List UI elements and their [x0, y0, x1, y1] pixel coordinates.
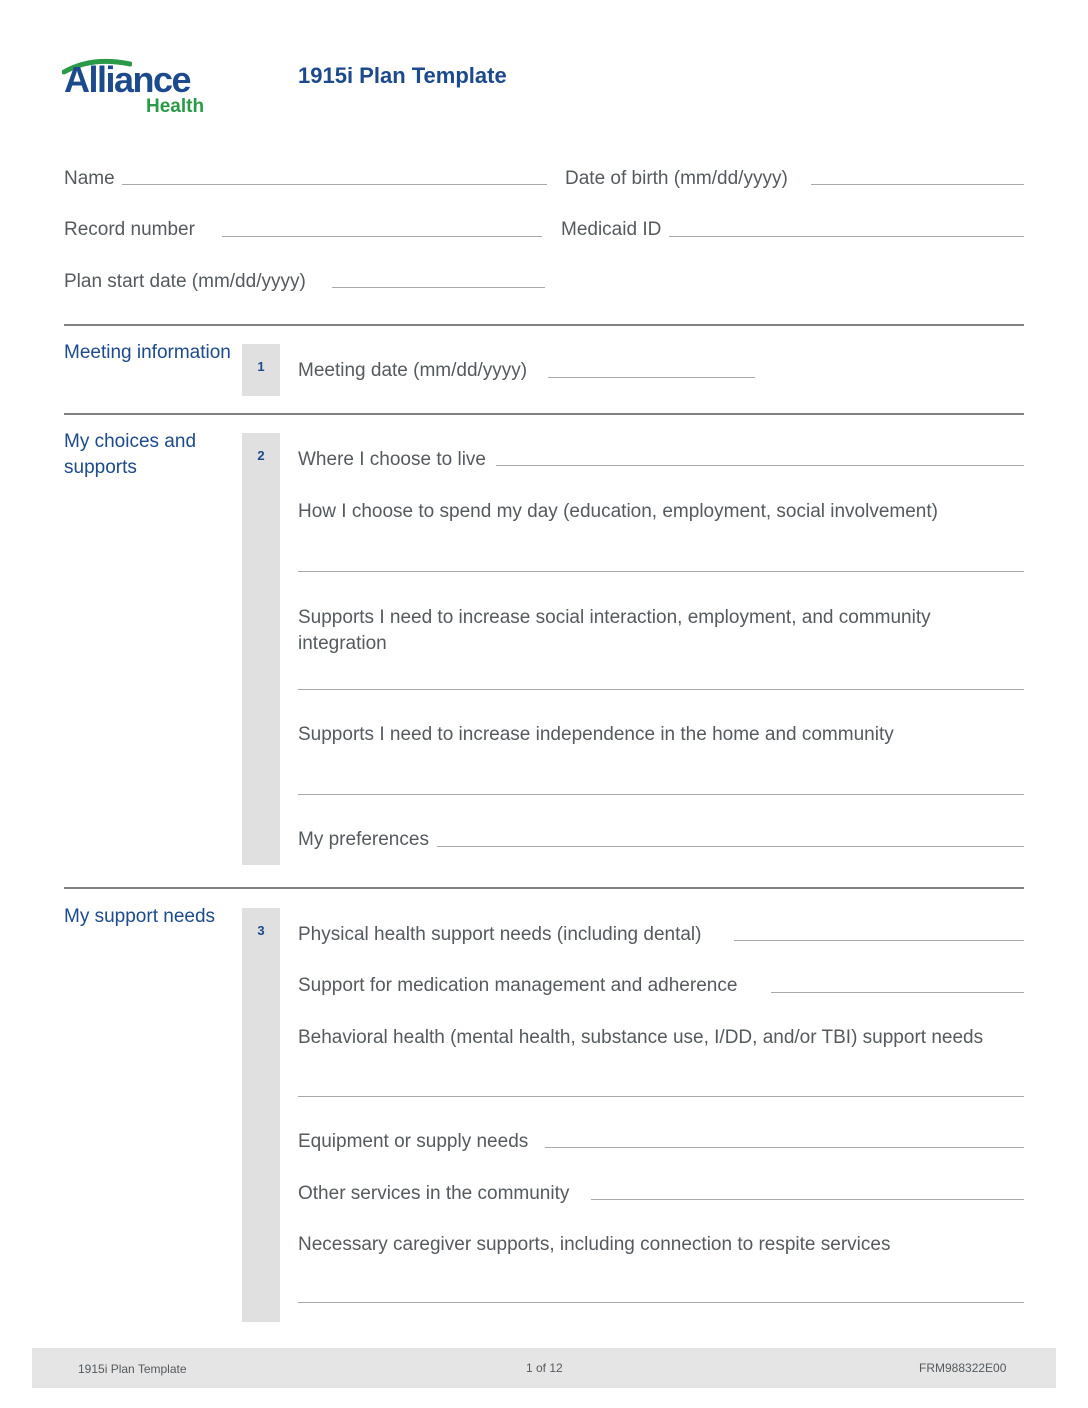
physical-health-label: Physical health support needs (including dental) — [298, 924, 702, 945]
dob-field[interactable] — [811, 184, 1024, 185]
name-label: Name — [64, 168, 115, 189]
dob-label: Date of birth (mm/dd/yyyy) — [565, 168, 788, 189]
page-title: 1915i Plan Template — [298, 63, 507, 88]
behavioral-health-field[interactable] — [298, 1096, 1024, 1097]
preferences-label: My preferences — [298, 829, 429, 850]
section-title-choices: My choices and supports — [64, 431, 197, 478]
independence-supports-field[interactable] — [298, 794, 1024, 795]
physical-health-field[interactable] — [734, 940, 1024, 941]
caregiver-supports-label: Necessary caregiver supports, including connection to respite services — [298, 1234, 891, 1255]
record-number-field[interactable] — [222, 236, 542, 237]
medication-label: Support for medication management and adherence — [298, 975, 738, 996]
section-number: 3 — [257, 923, 265, 938]
other-services-field[interactable] — [591, 1199, 1024, 1200]
plan-start-label: Plan start date (mm/dd/yyyy) — [64, 271, 306, 292]
meeting-date-label: Meeting date (mm/dd/yyyy) — [298, 360, 528, 381]
behavioral-health-label: Behavioral health (mental health, substance use, I/DD, and/or TBI) support needs — [298, 1027, 984, 1048]
independence-supports-label: Supports I need to increase independence in the home and community — [298, 724, 894, 745]
social-supports-label: Supports I need to increase social interaction, employment, and community integration — [298, 607, 931, 654]
logo-subtitle: Health — [146, 96, 205, 117]
section-divider — [64, 413, 1024, 415]
medication-field[interactable] — [771, 992, 1024, 993]
equipment-label: Equipment or supply needs — [298, 1131, 529, 1152]
footer-title: 1915i Plan Template — [78, 1362, 187, 1376]
equipment-field[interactable] — [545, 1147, 1024, 1148]
preferences-field[interactable] — [437, 846, 1024, 847]
section-number: 2 — [257, 448, 265, 463]
page-number: 1 of 12 — [526, 1361, 563, 1375]
logo-wordmark: Alliance — [64, 59, 191, 100]
name-field[interactable] — [122, 184, 547, 185]
medicaid-id-label: Medicaid ID — [561, 219, 662, 240]
section-divider — [64, 324, 1024, 326]
where-live-label: Where I choose to live — [298, 449, 486, 470]
spend-day-label: How I choose to spend my day (education, employment, social involvement) — [298, 501, 938, 522]
section-number: 1 — [257, 359, 265, 374]
meeting-date-field[interactable] — [548, 377, 755, 378]
record-number-label: Record number — [64, 219, 195, 240]
caregiver-supports-field[interactable] — [298, 1302, 1024, 1303]
plan-start-field[interactable] — [332, 287, 545, 288]
section-title-meeting: Meeting information — [64, 342, 231, 363]
section-number-bar — [242, 908, 280, 1322]
section-title-support-needs: My support needs — [64, 906, 216, 927]
social-supports-field[interactable] — [298, 689, 1024, 690]
where-live-field[interactable] — [496, 465, 1024, 466]
medicaid-id-field[interactable] — [669, 236, 1024, 237]
other-services-label: Other services in the community — [298, 1183, 570, 1204]
section-divider — [64, 887, 1024, 889]
section-number-bar — [242, 433, 280, 865]
form-code: FRM988322E00 — [919, 1361, 1007, 1375]
spend-day-field[interactable] — [298, 571, 1024, 572]
